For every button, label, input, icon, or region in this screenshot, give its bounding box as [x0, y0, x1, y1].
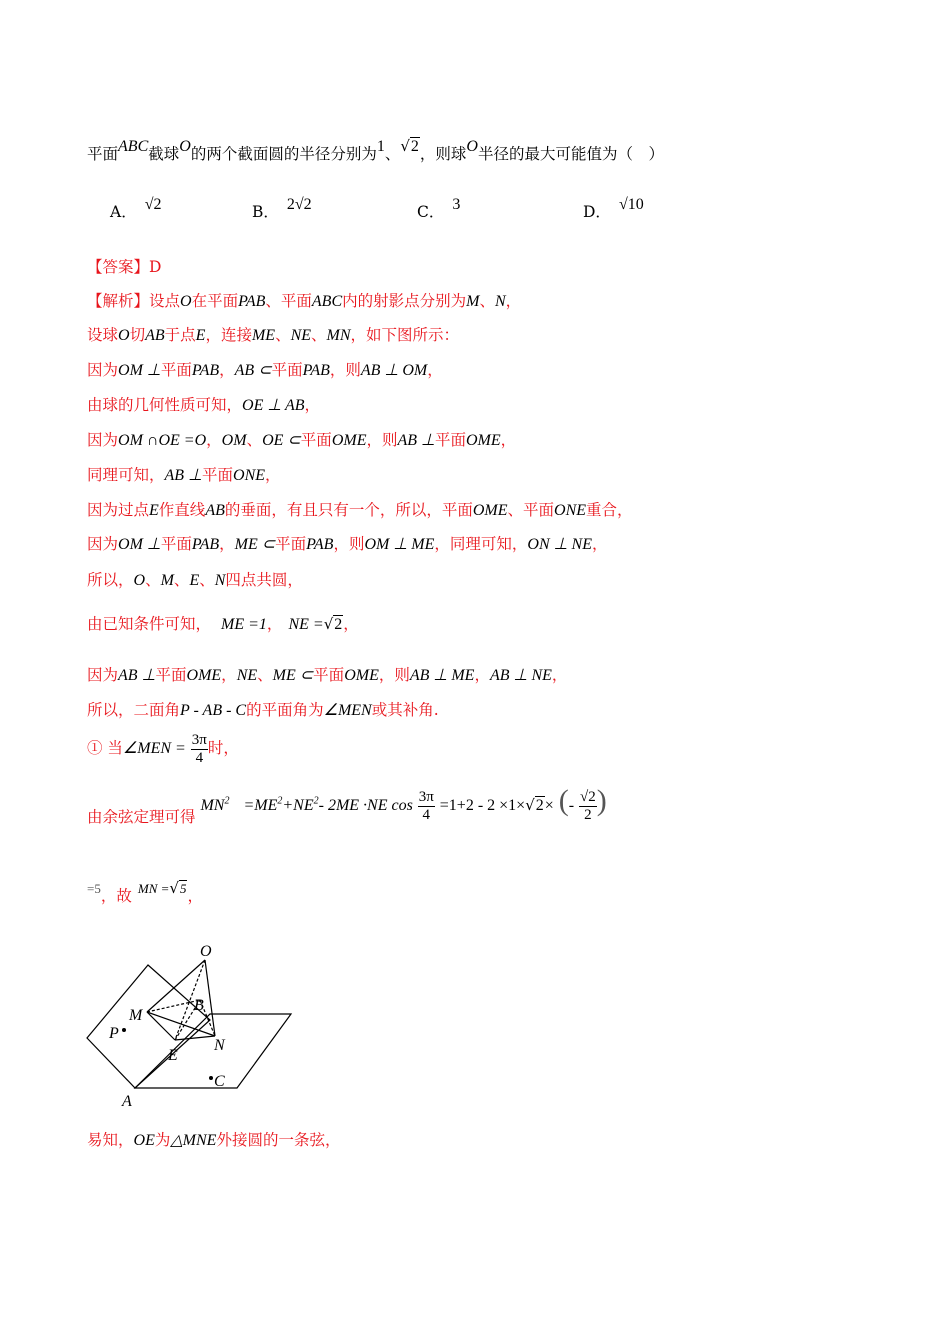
solution-line-13: ① 当∠MEN = $\frac{3\pi}{4}$ 时， [87, 732, 239, 766]
solution-line-11: 因为AB ⊥平面OME，NE、ME ⊂平面OME，则AB ⊥ ME，AB ⊥ NE， [87, 666, 568, 684]
solution-line-4: 由球的几何性质可知，OE ⊥ AB， [87, 396, 321, 414]
label-o: O [200, 943, 212, 960]
solution-line-1: 【解析】设点O在平面PAB、平面ABC内的射影点分别为M、N， [87, 292, 522, 310]
solution-line-10: 由已知条件可知， ME =1， NE =√2， [87, 615, 359, 633]
solution-line-2: 设球O切AB于点E，连接ME、NE、MN，如下图所示： [87, 326, 460, 344]
point-p-dot [122, 1028, 126, 1032]
answer-line: 【答案】D [87, 258, 162, 276]
label-e: E [168, 1047, 178, 1064]
solution-line-7: 因为过点E作直线AB的垂面，有且只有一个，所以，平面OME、平面ONE重合， [87, 501, 633, 519]
plane-pab [87, 965, 210, 1088]
label-p: P [109, 1025, 119, 1042]
solution-line-6: 同理可知，AB ⊥平面ONE， [87, 466, 281, 484]
label-m: M [129, 1007, 143, 1024]
label-b: B [194, 997, 204, 1014]
fraction-sqrt2-2: $\frac{√2}{2}$ [579, 789, 596, 823]
fraction-3pi-4: $\frac{3\pi}{4}$ [191, 732, 207, 766]
label-c: C [214, 1073, 225, 1090]
solution-line-12: 所以，二面角P - AB - C的平面角为∠MEN或其补角. [87, 701, 439, 719]
solution-line-14: 由余弦定理可得 $MN^2 =ME^2+NE^2-$ 2ME ·NE cos $\frac{3\pi}{4}$ =1+2 - 2 ×1×√2× (- $\frac{√2}{2}$ ) [87, 784, 607, 826]
fraction-3pi-4-b: $\frac{3\pi}{4}$ [418, 789, 434, 823]
label-n: N [214, 1037, 225, 1054]
option-b: B． 2√2 [252, 196, 312, 221]
solution-line-8: 因为OM ⊥平面PAB，ME ⊂平面PAB，则OM ⊥ ME，同理可知，ON ⊥ NE， [87, 535, 608, 553]
option-a: A． √2 [110, 196, 162, 221]
geometry-figure-svg [80, 940, 310, 1110]
point-c-dot [209, 1076, 213, 1080]
option-c: C． 3 [417, 196, 461, 221]
geometry-figure [80, 940, 310, 1114]
solution-line-3: 因为OM ⊥平面PAB，AB ⊂平面PAB，则AB ⊥ OM， [87, 361, 443, 379]
option-d: D． √10 [583, 196, 644, 221]
solution-line-5: 因为OM ∩OE =O，OM、OE ⊂平面OME，则AB ⊥平面OME， [87, 431, 517, 449]
question-text: 平面ABC截球O的两个截面圆的半径分别为1、√2，则球O半径的最大可能值为（ ） [87, 137, 664, 163]
solution-line-16: 易知，OE为△MNE外接圆的一条弦， [87, 1131, 341, 1149]
solution-line-15: $^{=5}$，故 $^{MN =√5}$， [87, 879, 203, 905]
label-a: A [122, 1093, 132, 1110]
solution-line-9: 所以，O、M、E、N四点共圆， [87, 571, 303, 589]
